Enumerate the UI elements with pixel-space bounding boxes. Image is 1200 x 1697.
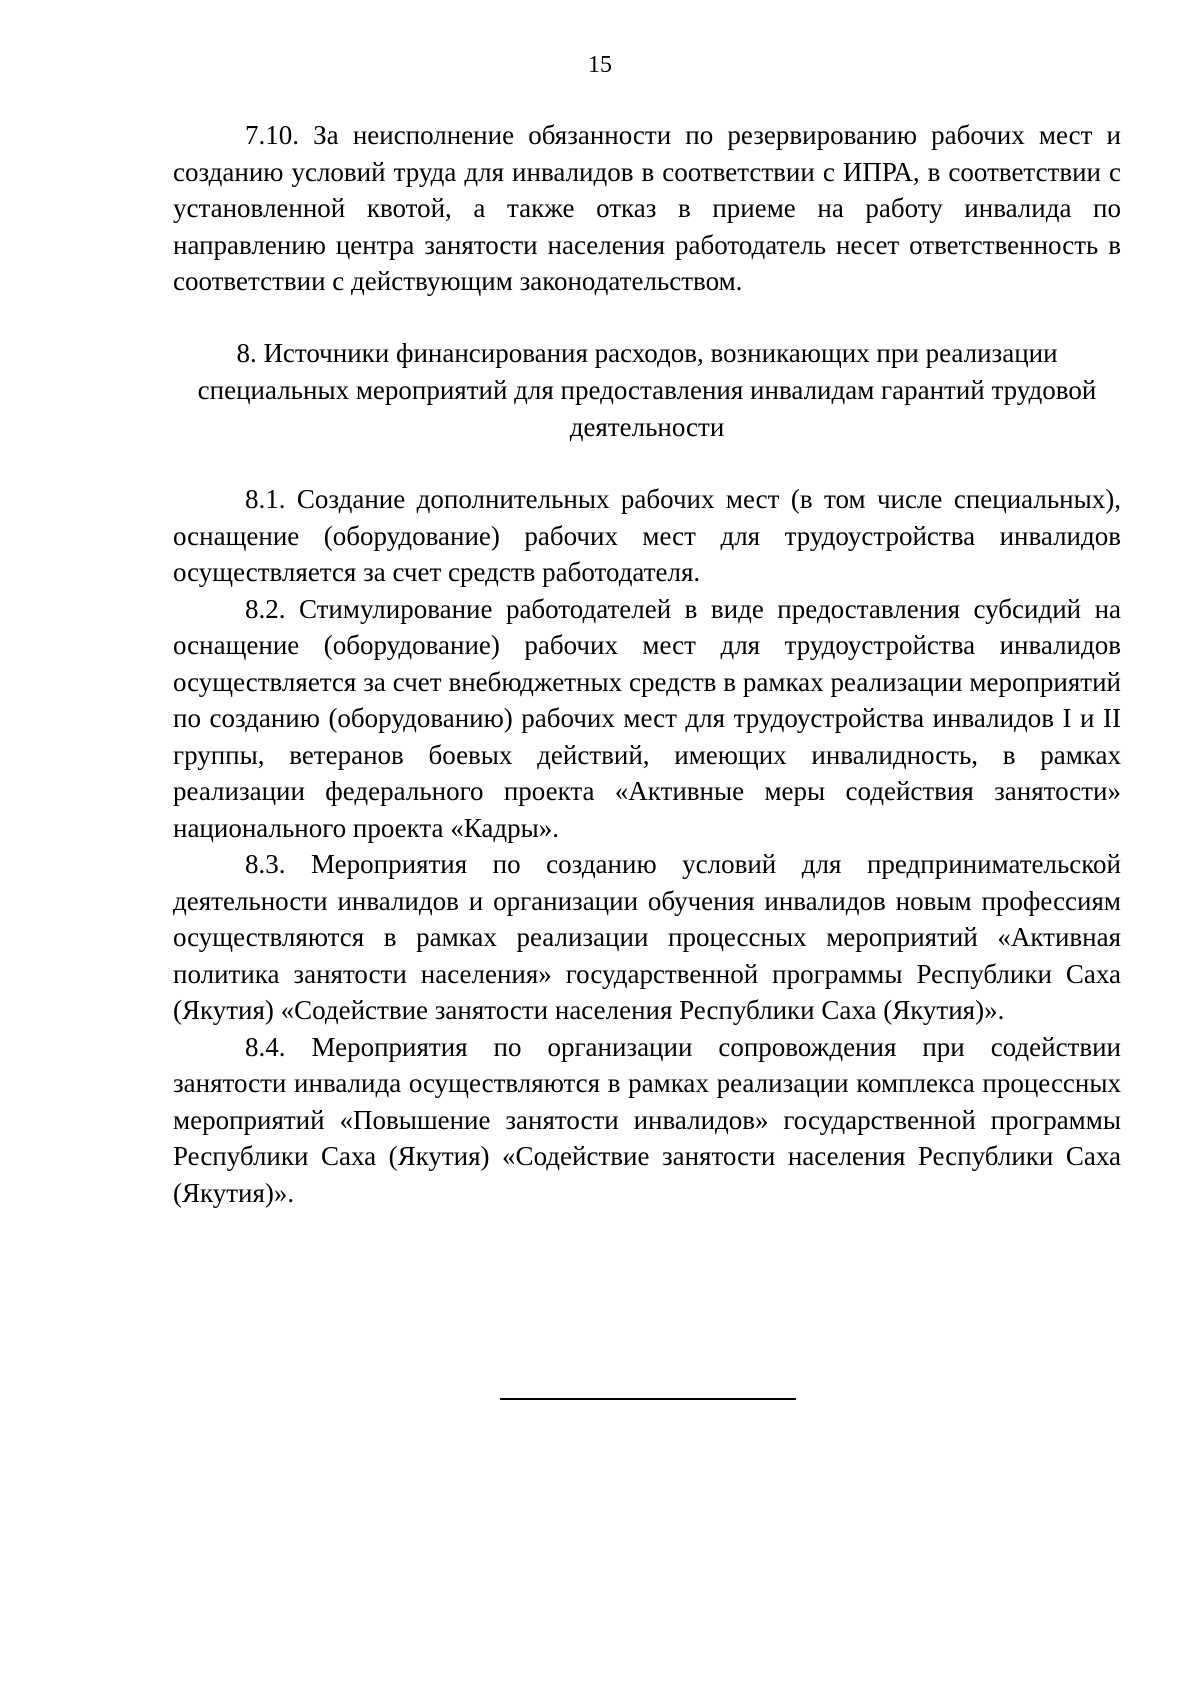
paragraph-8-1: 8.1. Создание дополнительных рабочих мест (в том числе специальных), оснащение (оборудование) рабочих мест для трудоустройства инвалидов осуществляется за счет средств работодателя. — [173, 484, 1121, 587]
section-7-body — [173, 117, 1121, 300]
closing-divider-line — [500, 1398, 796, 1400]
page-number: 15 — [588, 52, 612, 78]
paragraph-8-3: 8.3. Мероприятия по созданию условий для предпринимательской деятельности инвалидов и организации обучения инвалидов новым профессиям осуществляются в рамках реализации процессных мероприятий «Активная политика занятости населения» государственной программы Республики Саха (Якутия) «Содействие занятости населения Республики Саха (Якутия)». — [173, 849, 1121, 1025]
paragraph-8-4: 8.4. Мероприятия по организации сопровождения при содействии занятости инвалида осуществляются в рамках реализации комплекса процессных мероприятий «Повышение занятости инвалидов» государственной программы Республики Саха (Якутия) «Содействие занятости населения Республики Саха (Якутия)». — [173, 1031, 1121, 1208]
section-8-body — [173, 481, 1121, 1211]
section-8-heading: 8. Источники финансирования расходов, возникающих при реализации специальных мероприятий для предоставления инвалидам гарантий трудовой деятельности — [197, 338, 1097, 442]
paragraph-8-2: 8.2. Стимулирование работодателей в виде предоставления субсидий на оснащение (оборудование) рабочих мест для трудоустройства инвалидов осуществляется за счет внебюджетных средств в рамках реализации мероприятий по созданию (оборудованию) рабочих мест для трудоустройства инвалидов I и II группы, ветеранов боевых действий, имеющих инвалидность, в рамках реализации федерального проекта «Активные меры содействия занятости» национального проекта «Кадры». — [173, 593, 1121, 843]
paragraph-7-10: 7.10. За неисполнение обязанности по резервированию рабочих мест и созданию условий труда для инвалидов в соответствии с ИПРА, в соответствии с установленной квотой, а также отказ в приеме на работу инвалида по направлению центра занятости населения работодатель несет ответственность в соответствии с действующим законодательством. — [173, 120, 1121, 296]
